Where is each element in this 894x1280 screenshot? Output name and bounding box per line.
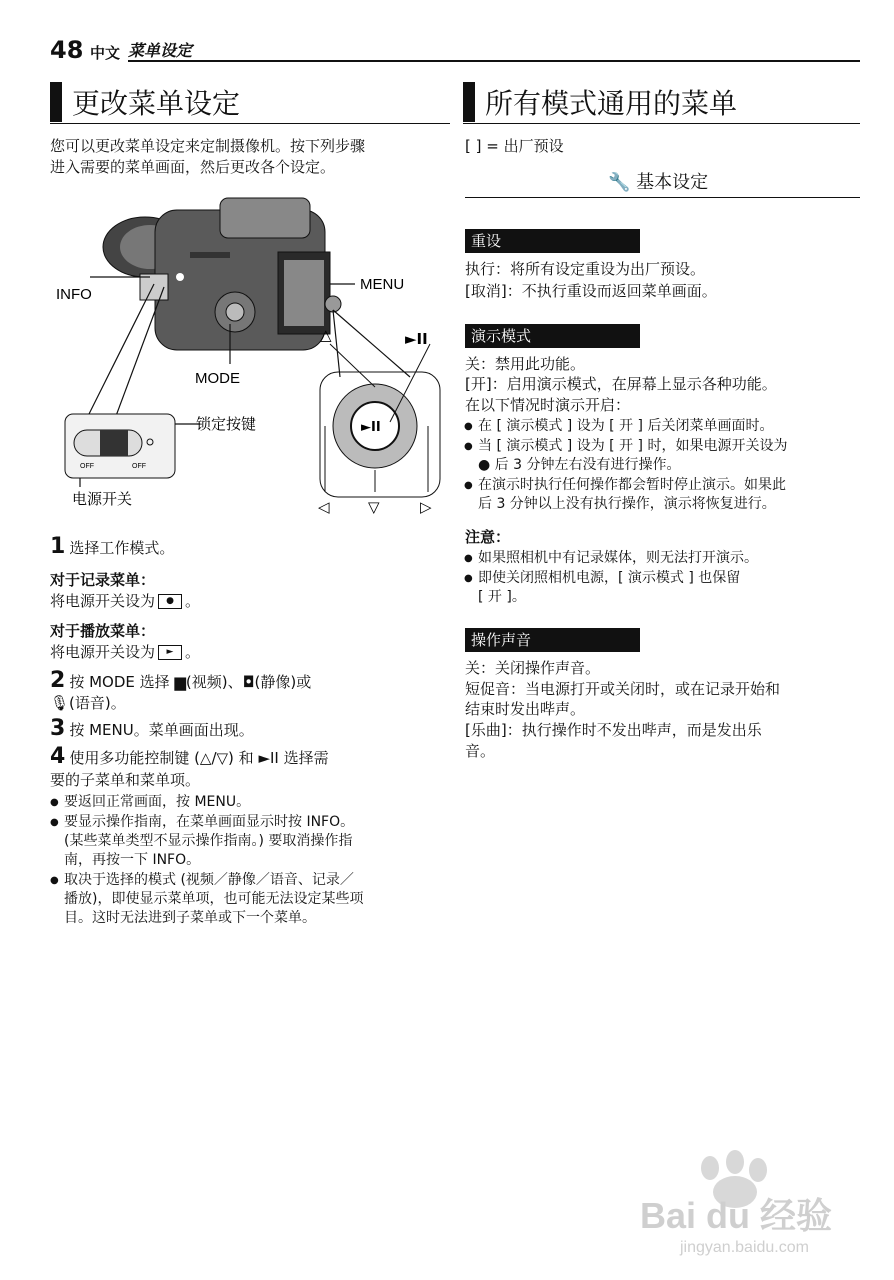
left-bullet-3-line-2: 播放)，即使显示菜单项，也可能无法设定某些项: [64, 891, 364, 907]
demo-bullet-2: ● 当 [ 演示模式 ] 设为 [ 开 ] 时，如果电源开关设为: [478, 437, 787, 456]
off-label-2: OFF: [132, 463, 146, 470]
right-heading: [463, 80, 860, 124]
page-number: 48: [50, 36, 84, 64]
left-heading-text: 更改菜单设定: [72, 87, 241, 120]
camera-illustration: [103, 198, 341, 350]
step-4-line-1: 使用多功能控制键 (△/▽) 和 ►II 选择需: [69, 749, 329, 767]
beep-line-1: 关：关闭操作声音。: [465, 659, 601, 677]
play-mode-icon: ►: [158, 645, 182, 660]
demo-line-1: 关：禁用此功能。: [465, 355, 586, 373]
wrench-icon: 🔧: [608, 172, 631, 193]
rec-menu-heading: 对于记录菜单：: [50, 571, 156, 589]
step-4: [50, 746, 329, 769]
right-arrow-label: ▷: [420, 498, 432, 516]
left-arrow-label: ◁: [318, 498, 330, 516]
left-bullet-3-line-3: 目。这时无法进到子菜单或下一个菜单。: [64, 910, 316, 926]
reset-line-1: 执行：将所有设定重设为出厂预设。: [465, 260, 706, 278]
left-heading: [50, 80, 450, 124]
step-2-line-2: (语音)。: [69, 694, 126, 712]
down-arrow-label: ▽: [368, 498, 380, 516]
info-label: INFO: [56, 286, 92, 303]
watermark-url: jingyan.baidu.com: [680, 1239, 809, 1256]
demo-line-2: [开]：启用演示模式，在屏幕上显示各种功能。: [465, 375, 777, 393]
watermark-brand: Bai du 经验: [640, 1195, 833, 1236]
heading-bar: [463, 82, 475, 122]
language-label: 中文: [90, 44, 121, 62]
left-bullet-2-line-3: 南，再按一下 INFO。: [64, 852, 201, 868]
beep-line-5: 音。: [465, 742, 496, 760]
demo-bullet-3: ● 在演示时执行任何操作都会暂时停止演示。如果此: [478, 476, 786, 495]
header-rule: [128, 60, 860, 62]
note-bullet-2: ● 即使关闭照相机电源，[ 演示模式 ] 也保留: [478, 569, 740, 588]
note-heading: 注意：: [465, 528, 511, 546]
heading-rule: [463, 123, 860, 124]
beep-line-4: [乐曲]：执行操作时不发出哔声，而是发出乐: [465, 721, 762, 739]
left-bullet-1: ● 要返回正常画面，按 MENU。: [64, 793, 250, 812]
step-1: [50, 536, 174, 559]
basic-settings-rule: [465, 197, 860, 198]
demo-tag: 演示模式: [465, 324, 640, 348]
paw-logo-icon: [640, 1148, 870, 1258]
step-4-number: 4: [50, 744, 66, 769]
right-heading-text: 所有模式通用的菜单: [485, 87, 738, 120]
playpause-button-label: ►II: [361, 420, 381, 435]
rec-menu-text: 将电源开关设为 ● 。: [50, 592, 201, 610]
step-2-number: 2: [50, 668, 66, 693]
note-bullet-2-line-2: [ 开 ]。: [478, 589, 526, 605]
mode-label: MODE: [195, 370, 240, 387]
microphone-icon: 🎙: [50, 694, 70, 712]
heading-bar: [50, 82, 62, 122]
demo-bullet-1: ● 在 [ 演示模式 ] 设为 [ 开 ] 后关闭菜单画面时。: [478, 417, 773, 436]
beep-tag: 操作声音: [465, 628, 640, 652]
heading-rule: [50, 123, 450, 124]
baidu-watermark: [640, 1148, 870, 1258]
basic-settings-text: 基本设定: [636, 172, 709, 193]
play-menu-text-body: 将电源开关设为: [50, 643, 156, 661]
step-2: [50, 670, 311, 693]
basic-settings-heading: [608, 172, 708, 193]
off-label-1: OFF: [80, 463, 94, 470]
left-bullet-2-line-2: (某些菜单类型不显示操作指南。) 要取消操作指: [64, 833, 353, 849]
step-3: [50, 718, 254, 741]
playpause-label: ►II: [405, 330, 428, 348]
step-1-number: 1: [50, 534, 66, 559]
step-4-line-2: 要的子菜单和菜单项。: [50, 771, 201, 789]
intro-line-1: 您可以更改菜单设定来定制摄像机。按下列步骤: [50, 137, 366, 155]
record-mode-icon: ●: [158, 594, 182, 609]
left-bullet-3: ● 取决于选择的模式 (视频／静像／语音、记录／: [64, 871, 354, 890]
up-arrow-label: △: [320, 326, 332, 344]
step-2-cont: [50, 693, 126, 714]
section-title: 菜单设定: [128, 41, 193, 60]
reset-line-2: [取消]：不执行重设而返回菜单画面。: [465, 282, 717, 300]
beep-line-2: 短促音：当电源打开或关闭时，或在记录开始和: [465, 680, 781, 698]
reset-tag: 重设: [465, 229, 640, 253]
intro-line-2: 进入需要的菜单画面，然后更改各个设定。: [50, 158, 336, 176]
menu-label: MENU: [360, 276, 405, 293]
step-3-text: 按 MENU。菜单画面出现。: [69, 721, 254, 739]
factory-default-note: [ ] = 出厂预设: [465, 137, 564, 155]
step-1-text: 选择工作模式。: [69, 539, 175, 557]
step-3-number: 3: [50, 716, 66, 741]
rec-menu-text-body: 将电源开关设为: [50, 592, 156, 610]
demo-line-3: 在以下情况时演示开启：: [465, 396, 631, 414]
demo-bullet-2-line-2: ● 后 3 分钟左右没有进行操作。: [478, 457, 681, 473]
play-menu-text: 将电源开关设为 ► 。: [50, 643, 201, 661]
demo-bullet-3-line-2: 后 3 分钟以上没有执行操作，演示将恢复进行。: [478, 496, 776, 512]
left-bullet-2: ● 要显示操作指南，在菜单画面显示时按 INFO。: [64, 813, 354, 832]
note-bullet-1: ● 如果照相机中有记录媒体，则无法打开演示。: [478, 549, 758, 568]
camera-diagram: [50, 192, 450, 522]
play-menu-heading: 对于播放菜单：: [50, 622, 156, 640]
lock-label: 锁定按键: [196, 415, 257, 433]
beep-line-3: 结束时发出哔声。: [465, 700, 586, 718]
power-switch-label: 电源开关: [72, 490, 133, 508]
step-2-line-1: 按 MODE 选择 ▆(视频)、◘(静像)或: [69, 673, 312, 691]
